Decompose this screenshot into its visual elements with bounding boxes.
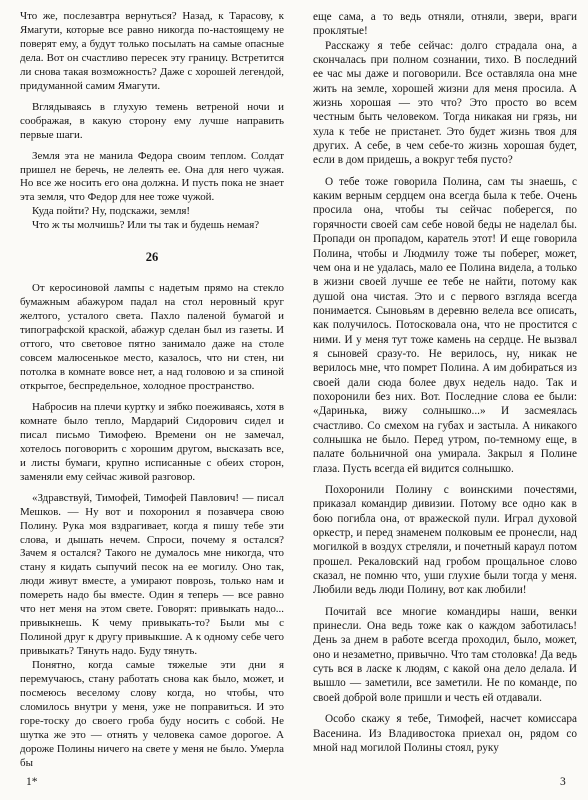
page-number: 3: [560, 776, 566, 788]
chapter-number: 26: [145, 250, 159, 265]
signature-mark: 1*: [26, 776, 38, 788]
paragraph: Куда пойти? Ну, подскажи, земля!: [32, 205, 191, 218]
paragraph: От керосиновой лампы с надетым прямо на стекло бумажным абажуром падал на стол неровный круг желтого, усталого света. Пахло паленой бумагой и типографской краской, абажур сделан был из газеты. И оттого, что световое пятно занимало даже на столе совсем малюсенькое место, казалось, что ни стен, ни потолка в комнате вовсе нет, а над головою и за спиной открытое, беспредельное, холодное пространство.: [20, 282, 284, 392]
right-column: [313, 10, 577, 755]
paragraph: Особо скажу я тебе, Тимофей, насчет комиссара Васенина. Из Владивостока приехал он, рядом со мной над могилой Полины стоял, руку: [313, 713, 577, 754]
paragraph: Почитай все многие командиры наши, венки принесли. Она ведь тоже как о каждом заботилась! День за днем в работе всегда проходил, было, может, оно и незаметно, привычно. Что там столовка! Да ведь суть вся в ласке к людям, с какой она дело делала. И вышло — заметили, все заметили. Не по команде, по своей доброй воле пришли и честь ей отдавали.: [313, 605, 577, 704]
left-column: [20, 10, 284, 771]
paragraph: Понятно, когда самые тяжелые эти дни я перемучаюсь, стану работать снова как было, может, и посмеюсь веселому слову когда, но чтобы, что сломилось внутри у меня, уже не поправиться. И это горе-тоску до своего гроба буду носить с собой. Не шутка же это — отнять у человека самое дорогое. А дороже Полины ничего на свете у меня не было. Умерла бы: [20, 659, 284, 769]
paragraph: Земля эта не манила Федора своим теплом. Солдат пришел не беречь, не лелеять ее. Она для него чужая. Но все же носить его она должна. И пусть пока не знает эта земля, что Федор для нее тоже чужой.: [20, 149, 284, 204]
paragraph: Набросив на плечи куртку и зябко поеживаясь, хотя в комнате было тепло, Мардарий Сидорович сидел и писал письмо Тимофею. Времени он не замечал, хотелось поговорить с хорошим другом, высказать все, и листы бумаги, крупно исписанные с обеих сторон, заменяли ему сейчас живой разговор.: [20, 400, 284, 483]
paragraph: еще сама, а то ведь отняли, отняли, звери, враги проклятые!: [313, 11, 577, 38]
paragraph: Расскажу я тебе сейчас: долго страдала она, а скончалась при полном сознании, тихо. В последний ее час мы даже и поговорили. Все оставляла она мне жить на земле, хорошей жизни для меня просила. А жизнь хорошая — это что? Это просто во всем честным быть человеком. Тогда никакая ни грязь, ни хула к тебе не пристанет. Это будет жизнь твоя для других. А себе, в чем себе-то жизнь хорошая будет, если в дом придешь, а вокруг тебя пусто?: [313, 39, 577, 167]
paragraph: Похоронили Полину с воинскими почестями, приказал командир дивизии. Потому все одно как в бою погибла она, от вражеской пули. Играл духовой оркестр, и перед знаменем полковым ее пронесли, над могилкой в воздух стреляли, и почетный караул потом прошел. Рекаловский над гробом прощальное слово сказал, не помню что, уши глухие были тогда у меня. Любили ведь люди Полину, вот как любили!: [313, 484, 577, 597]
paragraph: Вглядываясь в глухую темень ветреной ночи и соображая, в какую сторону ему лучше направить первые шаги.: [20, 100, 284, 141]
paragraph: «Здравствуй, Тимофей, Тимофей Павлович! — писал Мешков. — Ну вот и похоронил я позавчера свою Полину. Рука моя вздрагивает, когда я пишу тебе эти слова, и дышать нечем. Спроси, почему я остался? Зачем я остался? Такого не думалось мне никогда, что стану я кидать сыпучий песок на ее могилу. Оно так, люди живут вместе, а умирают поврозь, только нам и помереть надо бы вместе. Один я теперь — все равно что нет меня на этом свете. Говорят: привыкать надо... привыкнешь. К чему привыкать-то? Были мы с Полиной друг к другу привыкшие. А к одному себе чего привыкать? Тянуть надо. Буду тянуть.: [20, 491, 284, 658]
paragraph: Что же, послезавтра вернуться? Назад, к Тарасову, к Ямагути, которые все равно никогда по-настоящему не поверят ему, а будут только посылать на самые опасные дела. Вот он счастливо пересек эту границу. Встретится ли снова такая возможность? Даже с хорошей легендой, придуманной самим Ямагути.: [20, 10, 284, 92]
paragraph: О тебе тоже говорила Полина, сам ты знаешь, с каким верным сердцем она всегда была к тебе. Очень просила она, чтобы ты сейчас поберегся, по горячности своей сам себе новой беды не наделал бы. Пропади он пропадом, каратель этот! И еще говорила Полина, чтобы и Людмилу тоже ты поберег, может, чем она и не удалась, мало ее Полина видела, а только в жизни своей лучше ее тебе не найти, потому как душой она чистая. Это и с первого взгляда всегда понимается. Сыновьям в деревню велела все описать, как получилось. Потосковала она, что не простится с ними. И у меня тут тоже камень на сердце. Не вызвал я сыновей сразу-то. Не верилось, ну, никак не верилось мне, что помрет Полина. А им добираться из своей дали сюда более двух недель надо. Так и похоронили без них. Вот. Последние слова ее были: «Даринька, вижу солнышко...» И засмеялась счастливо. Со смехом на губах и застыла. А никакого солнышка не было. Перед утром, по-темному еще, в палате больничной она умирала. Закрыл я Полине глаза. Пусть всегда ей видится солнышко.: [313, 175, 577, 475]
paragraph: Что ж ты молчишь? Или ты так и будешь немая?: [32, 219, 260, 232]
